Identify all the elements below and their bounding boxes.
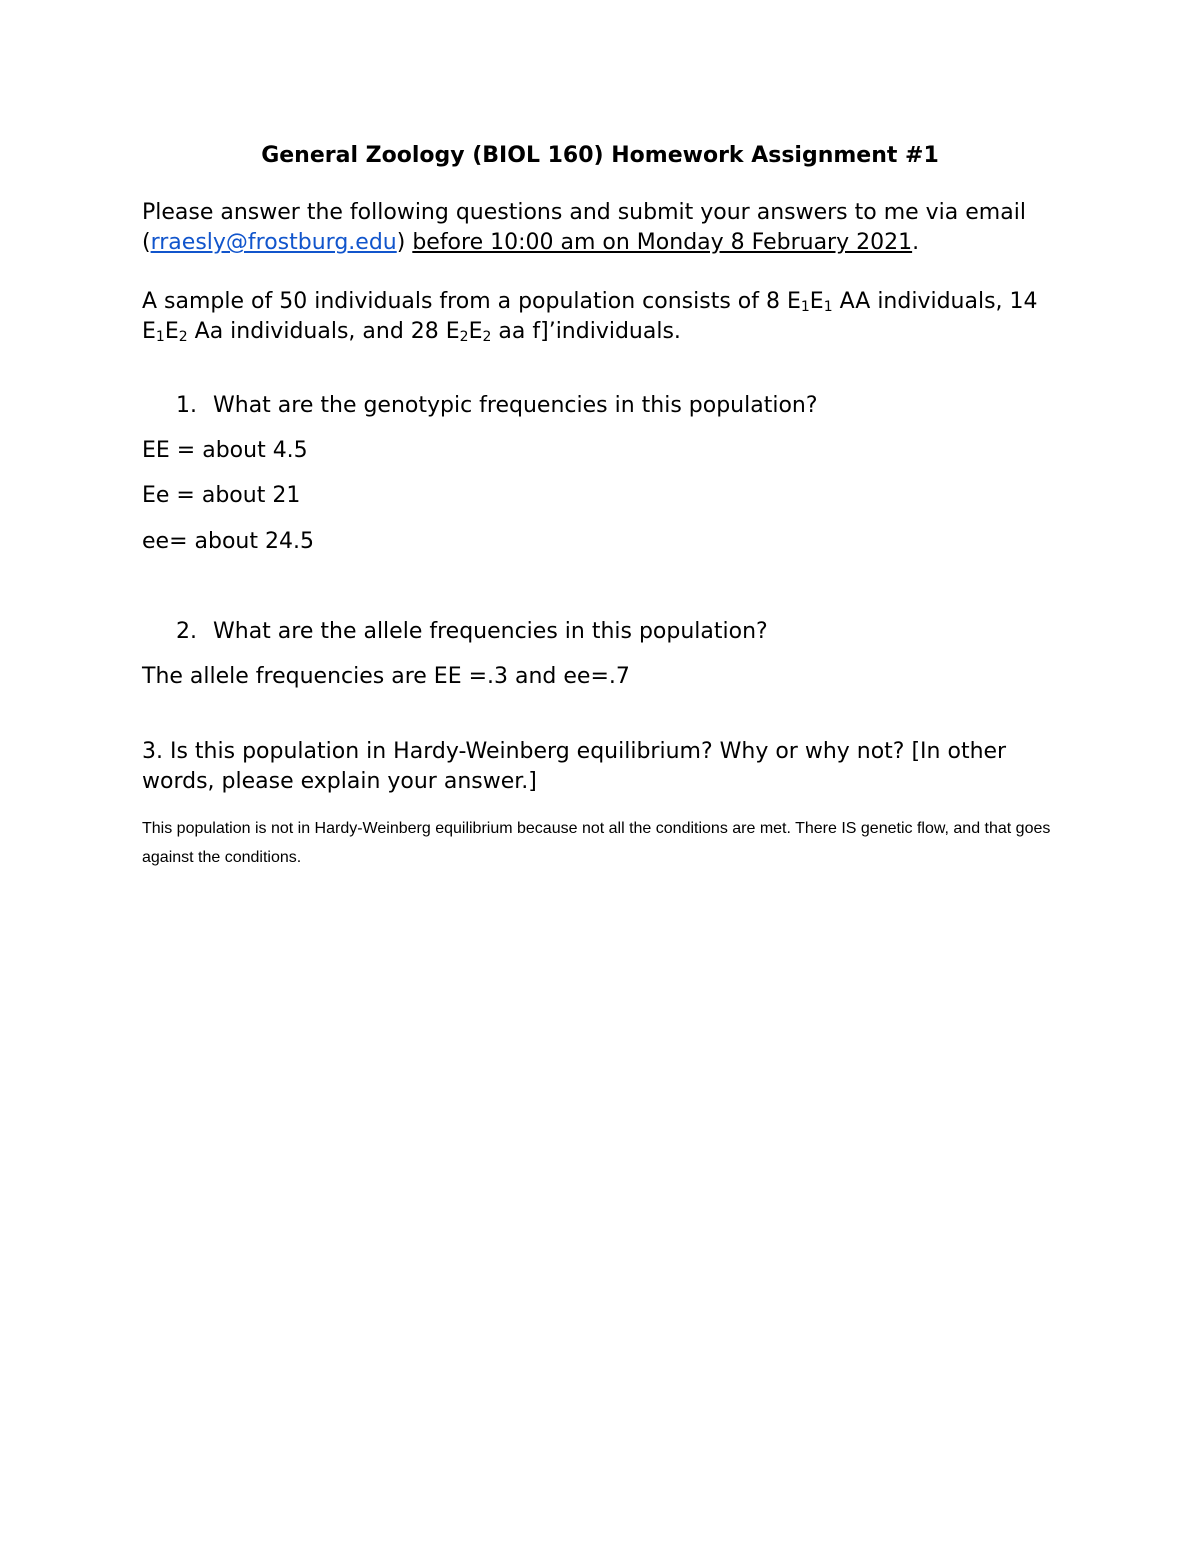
- instructions-paragraph: [142, 198, 1082, 258]
- subscript: 2: [482, 329, 492, 345]
- answer-1-line-3: ee= about 24.5: [142, 529, 314, 554]
- sample-text: E: [164, 319, 179, 344]
- question-3: 3. Is this population in Hardy-Weinberg equilibrium? Why or why not? [In other words, please explain your answer.]: [142, 739, 1007, 794]
- question-1-text: What are the genotypic frequencies in this population?: [213, 393, 818, 418]
- subscript: 1: [155, 329, 165, 345]
- instructions-text: Please answer the following questions and submit your answers to me via email (: [142, 200, 1026, 255]
- question-2: [176, 617, 768, 647]
- subscript: 2: [459, 329, 469, 345]
- instructions-end: .: [912, 230, 920, 255]
- question-1: [176, 391, 818, 421]
- question-1-number: 1.: [176, 393, 197, 418]
- sample-paragraph: [142, 287, 1082, 347]
- subscript: 2: [178, 329, 188, 345]
- answer-2: The allele frequencies are EE =.3 and ee=.7: [142, 664, 630, 689]
- sample-text: E: [809, 289, 824, 314]
- deadline-text: before 10:00 am on Monday 8 February 2021: [412, 230, 913, 255]
- sample-text: Aa individuals, and 28 E: [187, 319, 460, 344]
- subscript: 1: [800, 299, 810, 315]
- sample-text: A sample of 50 individuals from a population consists of 8 E: [142, 289, 801, 314]
- answer-1-line-1: EE = about 4.5: [142, 438, 308, 463]
- sample-text: aa f]’individuals.: [491, 319, 681, 344]
- question-2-number: 2.: [176, 619, 197, 644]
- answer-3: This population is not in Hardy-Weinberg equilibrium because not all the conditions are met. There IS genetic flow, and that goes against the conditions.: [142, 820, 1051, 866]
- sample-text: E: [468, 319, 483, 344]
- sample-text: AA individuals, 14 E: [142, 289, 1038, 344]
- answer-1-line-2: Ee = about 21: [142, 483, 301, 508]
- question-2-text: What are the allele frequencies in this population?: [213, 619, 768, 644]
- document-title: General Zoology (BIOL 160) Homework Assignment #1: [261, 143, 939, 168]
- subscript: 1: [823, 299, 833, 315]
- email-link[interactable]: rraesly@frostburg.edu: [150, 230, 397, 255]
- instructions-text-after-email: ): [396, 230, 413, 255]
